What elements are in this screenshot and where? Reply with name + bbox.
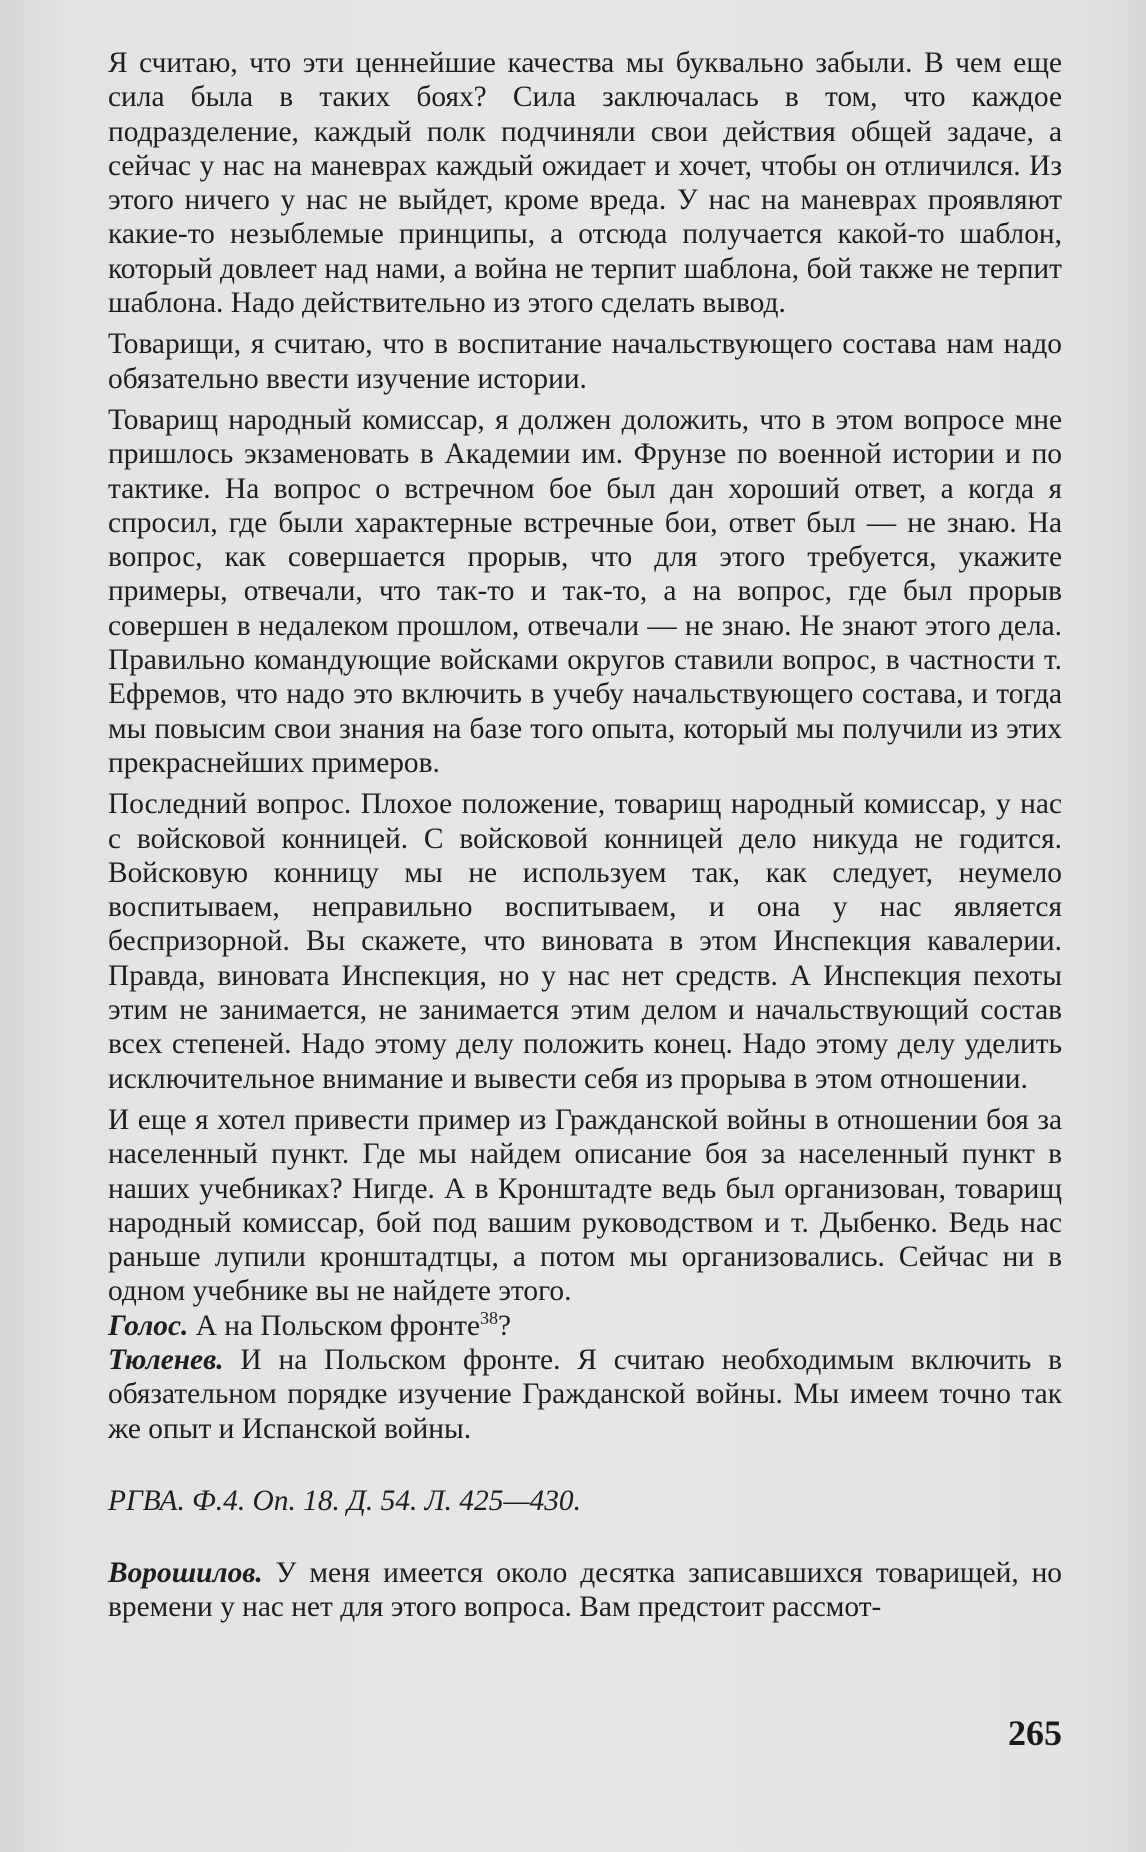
voice-remark-text: А на Польском фронте [188, 1309, 480, 1342]
main-text [108, 46, 1062, 1625]
tyulenev-remark [108, 1343, 1062, 1446]
voroshilov-remark [108, 1556, 1062, 1625]
paragraph-1: Я считаю, что эти ценнейшие качества мы буквально забыли. В чем еще сила была в таких боях? Сила заключалась в том, что каждое подразделение, каждый полк подчиняли свои действия общей задаче, а сейчас у нас на маневрах каждый ожидает и хочет, чтобы он отличился. Из этого ничего у нас не выйдет, кроме вреда. У нас на маневрах проявляют какие-то незыблемые принципы, а отсюда получается какой-то шаблон, который довлеет над нами, а война не терпит шаблона, бой также не терпит шаблона. Надо действительно из этого сделать вывод. [108, 47, 1062, 320]
voroshilov-remark-text: У меня имеется около десятка записавшихся товарищей, но времени у нас нет для этого вопроса. Вам предстоит рассмот- [108, 1557, 1062, 1624]
archive-reference: РГВА. Ф.4. Оп. 18. Д. 54. Л. 425—430. [108, 1484, 581, 1517]
speaker-voice: Голос. [108, 1309, 189, 1342]
paragraph-3: Товарищ народный комиссар, я должен доложить, что в этом вопросе мне пришлось экзаменовать в Академии им. Фрунзе по военной истории и по тактике. На вопрос о встречном бое был дан хороший ответ, а когда я спросил, где были характерные встречные бои, ответ был — не знаю. На вопрос, как совершается прорыв, что для этого требуется, укажите примеры, отвечали, что так-то и так-то, а на вопрос, где был прорыв совершен в недалеком прошлом, отвечали — не знаю. Не знают этого дела. Правильно командующие войсками округов ставили вопрос, в частности т. Ефремов, что надо это включить в учебу начальствующего состава, и тогда мы повысим свои знания на базе того опыта, который мы получили из этих прекраснейших примеров. [108, 403, 1062, 779]
paragraph-5: И еще я хотел привести пример из Гражданской войны в отношении боя за населенный пункт. Где мы найдем описание боя за населенный пункт в наших учебниках? Нигде. А в Кронштадте ведь был организован, товарищ народный комиссар, бой под вашим руководством и т. Дыбенко. Ведь нас раньше лупили кронштадтцы, а потом мы организовались. Сейчас ни в одном учебнике вы не найдете этого. [108, 1103, 1062, 1308]
paragraph-4: Последний вопрос. Плохое положение, товарищ народный комиссар, у нас с войсковой конницей. С войсковой конницей дело никуда не годится. Войсковую конницу мы не используем так, как следует, неумело воспитываем, неправильно воспитываем, и она у нас является беспризорной. Вы скажете, что виновата в этом Инспекция кавалерии. Правда, виновата Инспекция, но у нас нет средств. А Инспекция пехоты этим не занимается, не занимается этим делом и начальствующий состав всех степеней. Надо этому делу положить конец. Надо этому делу уделить исключительное внимание и вывести себя из прорыва в этом отношении. [108, 788, 1062, 1095]
speaker-tyulenev: Тюленев. [108, 1343, 224, 1376]
tyulenev-remark-text: И на Польском фронте. Я считаю необходимым включить в обязательном порядке изучение Гражданской войны. Мы имеем точно так же опыт и Испанской войны. [108, 1343, 1062, 1445]
voice-remark [108, 1309, 1062, 1343]
voice-remark-end: ? [497, 1309, 512, 1342]
speaker-voroshilov: Ворошилов. [108, 1557, 263, 1590]
page-number: 265 [1008, 1713, 1062, 1753]
paragraph-2: Товарищи, я считаю, что в воспитание начальствующего состава нам надо обязательно ввести изучение истории. [108, 328, 1062, 395]
footnote-marker: 38 [479, 1307, 498, 1328]
